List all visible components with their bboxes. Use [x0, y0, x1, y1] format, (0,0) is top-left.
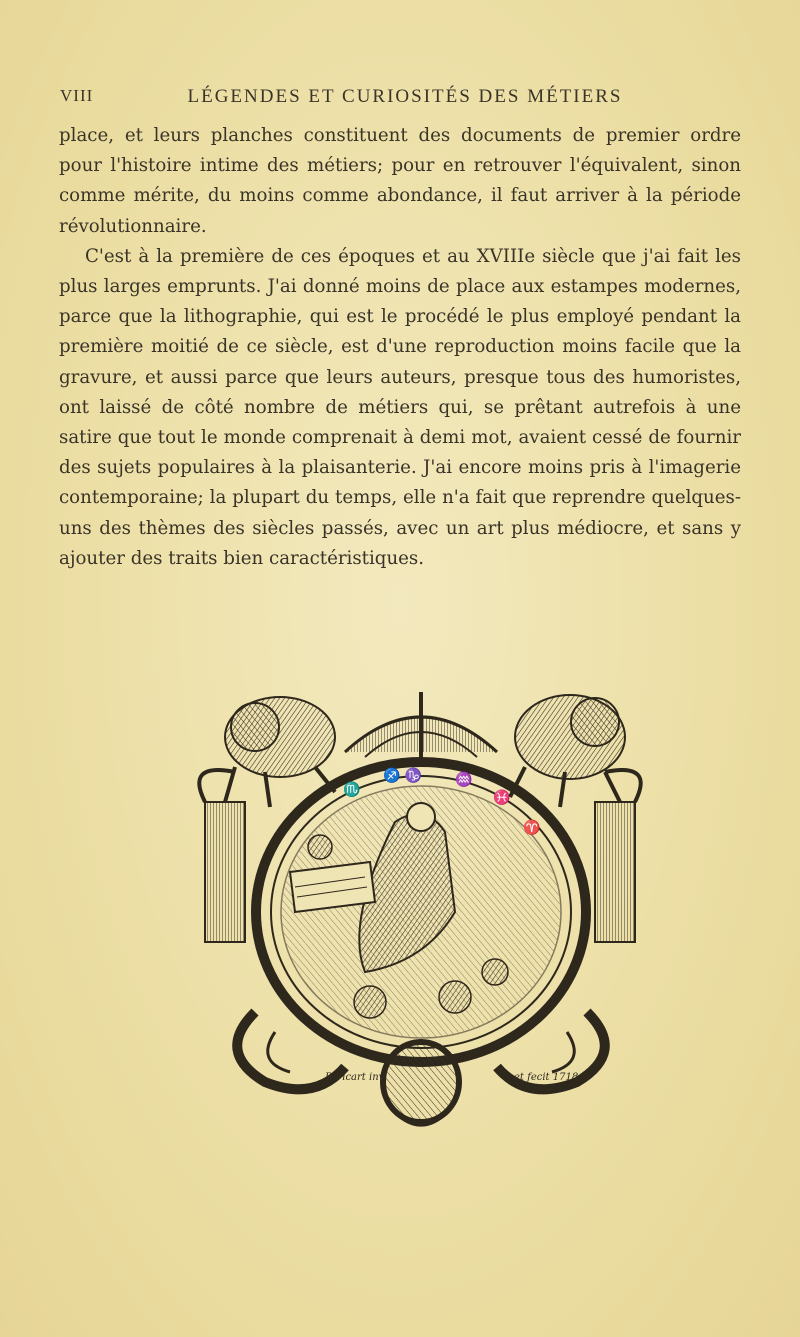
svg-text:♓: ♓	[493, 790, 511, 806]
page-header	[60, 86, 750, 116]
svg-text:♒: ♒	[455, 772, 473, 788]
page-number: VIII	[60, 86, 94, 105]
engraving-date: et fecit 1718.	[514, 1072, 582, 1083]
paragraph-1: place, et leurs planches constituent des documents de premier ordre pour l'histoire intime des métiers; pour en retrouver l'équivalent, sinon comme mérite, du moins comme abondance, il faut arriver à la période révolutionnaire.	[59, 125, 741, 237]
svg-text:♏: ♏	[343, 782, 361, 798]
paragraph-2: C'est à la première de ces époques et au XVIIIe siècle que j'ai fait les plus larges emprunts. J'ai donné moins de place aux estampes modernes, parce que la lithographie, qui est le procédé le plus employé pendant la première moitié de ce siècle, est d'une reproduction moins facile que la gravure, et aussi parce que leurs auteurs, presque tous des humoristes, ont laissé de côté nombre de métiers qui, se prêtant autrefois à une satire que tout le monde comprenait à demi mot, avaient cessé de fournir des sujets populaires à la plaisanterie. J'ai encore moins pris à l'imagerie contemporaine; la plupart du temps, elle n'a fait que reprendre quelques-uns des thèmes des siècles passés, avec un art plus médiocre, et sans y ajouter des traits bien caractéristiques.	[59, 245, 741, 569]
medallion	[256, 762, 586, 1062]
engraver-signature: B.Picart inv	[325, 1072, 385, 1083]
right-lion	[510, 695, 625, 807]
svg-text:♈: ♈	[523, 820, 541, 836]
fan-ornament	[345, 692, 497, 767]
body-text	[59, 121, 741, 574]
svg-text:♐ ♑: ♐ ♑	[383, 768, 423, 784]
running-head: LÉGENDES ET CURIOSITÉS DES MÉTIERS	[187, 86, 623, 107]
engraved-vignette	[195, 672, 647, 1132]
